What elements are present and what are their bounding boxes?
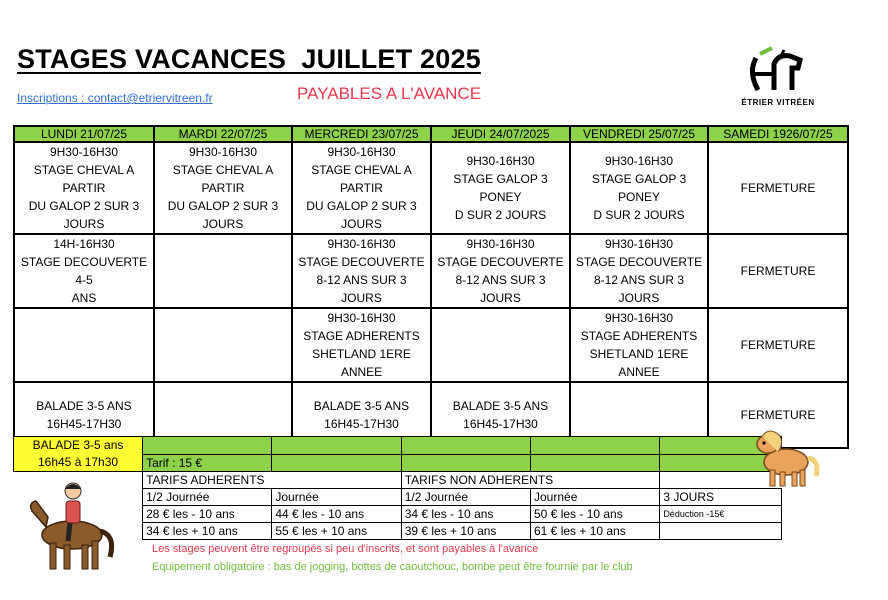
schedule-cell-line: 9H30-16H30 [327,145,396,159]
schedule-header-row [14,126,848,142]
schedule-cell-line: 8-12 ANS SUR 3 JOURS [593,273,685,305]
schedule-row [14,234,848,308]
green-bar-cell [531,437,660,455]
equipment-note: Equipement obligatoire : bas de jogging, bottes de caoutchouc, bombe peut être fournie par le club [152,561,633,573]
schedule-cell-line: STAGE DECOUVERTE [298,255,425,269]
schedule-cell-line: DU GALOP 2 SUR 3 [306,199,417,213]
schedule-cell-line: 9H30-16H30 [604,154,674,168]
schedule-cell-line: 9H30-16H30 [327,311,396,325]
adherents-title: TARIFS ADHERENTS [143,472,402,489]
schedule-cell-line: 8-12 ANS SUR 3 JOURS [316,273,407,305]
schedule-cell-line: STAGE GALOP 3 PONEY [591,172,687,204]
schedule-cell [570,142,708,234]
schedule-cell-line: BALADE 3-5 ANS [36,399,132,413]
balade-box [14,437,143,472]
green-bar-cell [401,437,530,455]
schedule-cell-line: 16H45-17H30 [46,417,122,431]
schedule-cell [431,234,570,308]
day-header: SAMEDI 1926/07/25 [708,126,848,142]
non-full-young: 50 € les - 10 ans [531,506,660,523]
page-title: STAGES VACANCES JUILLET 2025 [17,44,481,74]
green-bar-cell [272,437,401,455]
schedule-cell-line: 9H30-16H30 [327,237,396,251]
schedule-cell-line: SHETLAND 1ERE ANNEE [312,347,411,379]
club-logo [738,46,818,116]
schedule-cell-line: 9H30-16H30 [604,237,674,251]
schedule-cell-line: JOURS [63,217,105,231]
non-full-old: 61 € les + 10 ans [531,523,660,540]
day-header: LUNDI 21/07/25 [14,126,154,142]
schedule-cell-line: DU GALOP 2 SUR 3 [167,199,279,213]
schedule-cell-line: 9H30-16H30 [49,145,119,159]
day-header: VENDREDI 25/07/25 [570,126,708,142]
schedule-cell [292,142,431,234]
adh-full-day-label: Journée [272,489,401,506]
schedule-cell [708,142,848,234]
schedule-row [14,308,848,382]
pony-icon [750,422,822,490]
schedule-cell-line: STAGE DECOUVERTE [575,255,703,269]
adh-half-young: 28 € les - 10 ans [143,506,272,523]
schedule-table [13,125,849,449]
schedule-cell-line: 9H30-16H30 [188,145,258,159]
schedule-cell-line: STAGE DECOUVERTE [437,255,564,269]
schedule-cell-line: 16H45-17H30 [463,417,538,431]
schedule-cell-line: STAGE ADHERENTS [580,329,698,343]
rider-on-horse-icon [20,477,120,577]
schedule-cell-line: FERMETURE [740,181,816,195]
non-adherents-title: TARIFS NON ADHERENTS [401,472,660,489]
tarif-cell: Tarif : 15 € [143,454,272,472]
schedule-cell-line: SHETLAND 1ERE ANNEE [589,347,689,379]
schedule-cell-line: BALADE 3-5 ANS [313,399,410,413]
schedule-cell [14,142,154,234]
payables-notice: PAYABLES A L'AVANCE [297,84,482,103]
schedule-row [14,142,848,234]
non-half-day-label: 1/2 Journée [401,489,530,506]
non-full-day-label: Journée [531,489,660,506]
schedule-cell-line: FERMETURE [740,264,816,278]
schedule-cell [154,308,292,382]
schedule-cell-line: 9H30-16H30 [604,311,674,325]
regroup-note: Les stages peuvent être regroupés si peu d'inscrits, et sont payables à l'avance [152,543,539,555]
day-header: MERCREDI 23/07/25 [292,126,431,142]
schedule-cell-line: ANS [71,291,97,305]
schedule-cell-line: STAGE ADHERENTS [303,329,420,343]
balade-line-1: BALADE 3-5 ans [32,438,124,452]
schedule-cell-line: 14H-16H30 [53,237,115,251]
schedule-cell [292,234,431,308]
adh-full-old: 55 € les + 10 ans [272,523,401,540]
schedule-cell [431,308,570,382]
day-header: MARDI 22/07/25 [154,126,292,142]
schedule-cell-line: BALADE 3-5 ANS [452,399,549,413]
schedule-cell-line: D SUR 2 JOURS [593,208,685,222]
day-header: JEUDI 24/07/2025 [431,126,570,142]
contact-link[interactable]: Inscriptions : contact@etriervitreen.fr [17,91,213,105]
schedule-cell [14,308,154,382]
schedule-cell-line: 8-12 ANS SUR 3 JOURS [455,273,546,305]
schedule-cell-line: 9H30-16H30 [466,154,535,168]
schedule-cell [708,234,848,308]
schedule-cell-line: STAGE CHEVAL A PARTIR [311,163,412,195]
schedule-cell [154,142,292,234]
adh-full-young: 44 € les - 10 ans [272,506,401,523]
schedule-cell-line: STAGE DECOUVERTE 4-5 [20,255,148,287]
schedule-cell [292,308,431,382]
logo-text: ÉTRIER VITRÉEN [741,98,815,107]
schedule-cell-line: STAGE CHEVAL A PARTIR [172,163,274,195]
schedule-cell-line: FERMETURE [740,408,816,422]
schedule-cell [431,142,570,234]
horse-logo-icon [738,46,818,98]
schedule-cell [154,234,292,308]
schedule-cell-line: STAGE GALOP 3 PONEY [453,172,548,204]
three-days-label: 3 JOURS [660,489,782,506]
balade-line-2: 16h45 à 17h30 [37,455,119,469]
adh-half-old: 34 € les + 10 ans [143,523,272,540]
schedule-cell-line: DU GALOP 2 SUR 3 [28,199,140,213]
schedule-cell [570,234,708,308]
schedule-cell-line: 9H30-16H30 [466,237,535,251]
green-bar-cell [143,437,272,455]
schedule-cell-line: STAGE CHEVAL A PARTIR [33,163,135,195]
non-half-old: 39 € les + 10 ans [401,523,530,540]
non-half-young: 34 € les - 10 ans [401,506,530,523]
deduction-cell: Déduction -15€ [660,506,782,523]
schedule-cell-line: FERMETURE [740,338,816,352]
schedule-cell [570,308,708,382]
schedule-cell-line: 16H45-17H30 [324,417,399,431]
adh-half-day-label: 1/2 Journée [143,489,272,506]
schedule-cell-line: JOURS [341,217,382,231]
schedule-cell [708,308,848,382]
schedule-cell-line: D SUR 2 JOURS [454,208,547,222]
schedule-cell-line: JOURS [202,217,244,231]
schedule-cell [14,234,154,308]
